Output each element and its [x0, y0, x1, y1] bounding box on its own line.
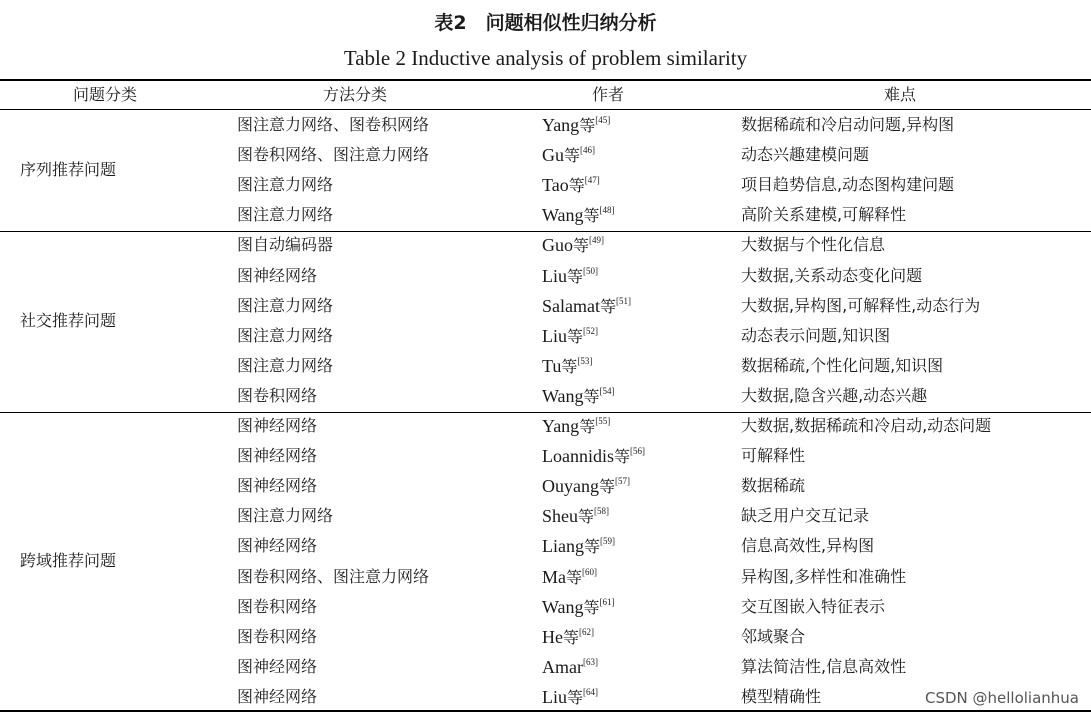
method-cell: 图注意力网络: [237, 325, 334, 345]
header-category: 问题分类: [73, 85, 138, 104]
author-et-al: 等: [583, 206, 600, 226]
difficulty-cell: 数据稀疏和冷启动问题,异构图: [741, 115, 955, 134]
author-name: Liu: [542, 686, 567, 707]
method-cell: 图卷积网络、图注意力网络: [237, 145, 430, 165]
method-cell: 图神经网络: [237, 536, 318, 556]
author-et-al: 等: [583, 597, 600, 617]
author-name: Ma: [542, 566, 566, 587]
citation-ref: [54]: [599, 385, 615, 396]
author-et-al: 等: [566, 567, 583, 587]
method-cell: 图神经网络: [237, 265, 318, 285]
author-name: Yang: [542, 416, 580, 436]
citation-ref: [47]: [584, 175, 600, 186]
author-cell: [542, 234, 604, 257]
author-name: Tu: [542, 355, 562, 376]
author-name: Ouyang: [542, 476, 599, 497]
difficulty-cell: 信息高效性,异构图: [741, 536, 875, 556]
difficulty-cell: 项目趋势信息,动态图构建问题: [741, 175, 955, 195]
difficulty-cell: 动态兴趣建模问题: [741, 145, 870, 165]
difficulty-cell: 缺乏用户交互记录: [741, 506, 870, 526]
citation-ref: [48]: [599, 205, 615, 216]
author-et-al: 等: [561, 356, 578, 376]
author-et-al: 等: [563, 627, 580, 647]
author-cell: [542, 656, 598, 679]
table-caption-cn: 表2 问题相似性归纳分析: [434, 12, 657, 34]
author-name: Liang: [542, 536, 584, 557]
author-cell: [542, 596, 615, 619]
author-cell: [542, 566, 597, 589]
difficulty-cell: 邻域聚合: [741, 626, 806, 646]
author-et-al: 等: [573, 236, 590, 256]
header-author: 作者: [592, 85, 625, 104]
citation-ref: [59]: [600, 536, 616, 547]
author-et-al: 等: [583, 386, 600, 406]
citation-ref: [64]: [583, 686, 599, 697]
author-cell: [542, 355, 592, 378]
author-et-al: 等: [567, 326, 584, 346]
difficulty-cell: 模型精确性: [741, 686, 822, 706]
author-name: Yang: [542, 115, 580, 135]
difficulty-cell: 大数据,数据稀疏和冷启动,动态问题: [741, 416, 992, 435]
method-cell: 图自动编码器: [237, 235, 334, 255]
citation-ref: [60]: [582, 566, 598, 577]
author-cell: [542, 174, 600, 197]
difficulty-cell: 可解释性: [741, 446, 806, 466]
author-cell: [542, 265, 598, 288]
citation-ref: [50]: [583, 265, 599, 276]
method-cell: 图注意力网络: [237, 355, 334, 375]
header-rule: [0, 109, 1091, 110]
author-name: Guo: [542, 235, 573, 256]
citation-ref: [62]: [579, 626, 595, 637]
author-et-al: 等: [584, 537, 601, 557]
difficulty-cell: 交互图嵌入特征表示: [741, 596, 886, 616]
group-separator: [0, 412, 1091, 413]
method-cell: 图卷积网络: [237, 626, 318, 646]
author-cell: [542, 445, 645, 468]
method-cell: 图注意力网络: [237, 506, 334, 526]
difficulty-cell: 数据稀疏: [741, 476, 806, 496]
header-difficulty: 难点: [884, 85, 917, 104]
citation-ref: [55]: [595, 416, 611, 426]
method-cell: 图神经网络: [237, 476, 318, 496]
citation-ref: [58]: [594, 506, 610, 517]
difficulty-cell: 动态表示问题,知识图: [741, 325, 891, 345]
bottom-rule: [0, 710, 1091, 712]
author-cell: [542, 385, 615, 408]
author-et-al: 等: [567, 266, 584, 286]
author-cell: [542, 204, 615, 227]
author-name: Liu: [542, 265, 567, 286]
citation-ref: [46]: [580, 145, 596, 156]
author-cell: [542, 295, 631, 318]
citation-ref: [45]: [595, 115, 611, 125]
difficulty-cell: 大数据,关系动态变化问题: [741, 265, 923, 285]
difficulty-cell: 数据稀疏,个性化问题,知识图: [741, 355, 944, 375]
author-et-al: 等: [579, 417, 596, 436]
difficulty-cell: 大数据,异构图,可解释性,动态行为: [741, 295, 981, 315]
citation-ref: [57]: [615, 476, 631, 487]
author-cell: [542, 325, 598, 348]
difficulty-cell: 高阶关系建模,可解释性: [741, 205, 907, 225]
author-name: Wang: [542, 385, 584, 406]
author-name: Liu: [542, 325, 567, 346]
citation-ref: [61]: [599, 596, 615, 607]
author-name: Wang: [542, 205, 584, 226]
category-cell: 社交推荐问题: [20, 310, 117, 330]
author-cell: [542, 505, 609, 528]
top-rule: [0, 79, 1091, 81]
method-cell: 图注意力网络、图卷积网络: [237, 115, 430, 134]
category-cell: 序列推荐问题: [20, 160, 117, 180]
citation-ref: [63]: [582, 656, 598, 667]
author-name: Salamat: [542, 295, 600, 316]
author-et-al: 等: [599, 477, 616, 497]
author-name: Amar: [542, 656, 583, 677]
author-cell: [542, 475, 630, 498]
author-name: Wang: [542, 596, 584, 617]
author-et-al: 等: [599, 296, 616, 316]
method-cell: 图注意力网络: [237, 175, 334, 195]
header-method: 方法分类: [323, 85, 388, 104]
author-cell: [542, 144, 595, 167]
method-cell: 图神经网络: [237, 446, 318, 466]
category-cell: 跨域推荐问题: [20, 551, 117, 571]
author-et-al: 等: [578, 507, 595, 527]
citation-ref: [52]: [583, 325, 599, 336]
citation-ref: [56]: [630, 446, 646, 457]
author-name: Loannidis: [542, 446, 614, 467]
author-name: He: [542, 626, 563, 647]
author-name: Sheu: [542, 506, 578, 527]
author-et-al: 等: [568, 176, 585, 196]
method-cell: 图神经网络: [237, 686, 318, 706]
method-cell: 图注意力网络: [237, 295, 334, 315]
author-cell: [542, 114, 610, 137]
table-caption-en: Table 2 Inductive analysis of problem similarity: [343, 46, 748, 70]
method-cell: 图卷积网络、图注意力网络: [237, 566, 430, 586]
author-et-al: 等: [567, 687, 584, 707]
method-cell: 图卷积网络: [237, 596, 318, 616]
author-name: Gu: [542, 145, 564, 166]
author-cell: [542, 415, 610, 438]
difficulty-cell: 大数据,隐含兴趣,动态兴趣: [741, 385, 928, 405]
author-et-al: 等: [564, 146, 581, 166]
author-et-al: 等: [579, 116, 596, 135]
method-cell: 图卷积网络: [237, 385, 318, 405]
group-separator: [0, 231, 1091, 232]
citation-ref: [53]: [577, 355, 593, 366]
difficulty-cell: 大数据与个性化信息: [741, 235, 886, 255]
author-et-al: 等: [614, 447, 631, 467]
difficulty-cell: 算法简洁性,信息高效性: [741, 656, 907, 676]
watermark: CSDN @hellolianhua: [924, 689, 1079, 707]
author-cell: [542, 626, 594, 649]
author-name: Tao: [542, 175, 569, 196]
author-cell: [542, 535, 615, 558]
method-cell: 图注意力网络: [237, 205, 334, 225]
citation-ref: [51]: [616, 295, 631, 306]
difficulty-cell: 异构图,多样性和准确性: [741, 566, 907, 586]
method-cell: 图神经网络: [237, 416, 318, 435]
citation-ref: [49]: [589, 235, 605, 246]
author-cell: [542, 686, 598, 709]
method-cell: 图神经网络: [237, 656, 318, 676]
